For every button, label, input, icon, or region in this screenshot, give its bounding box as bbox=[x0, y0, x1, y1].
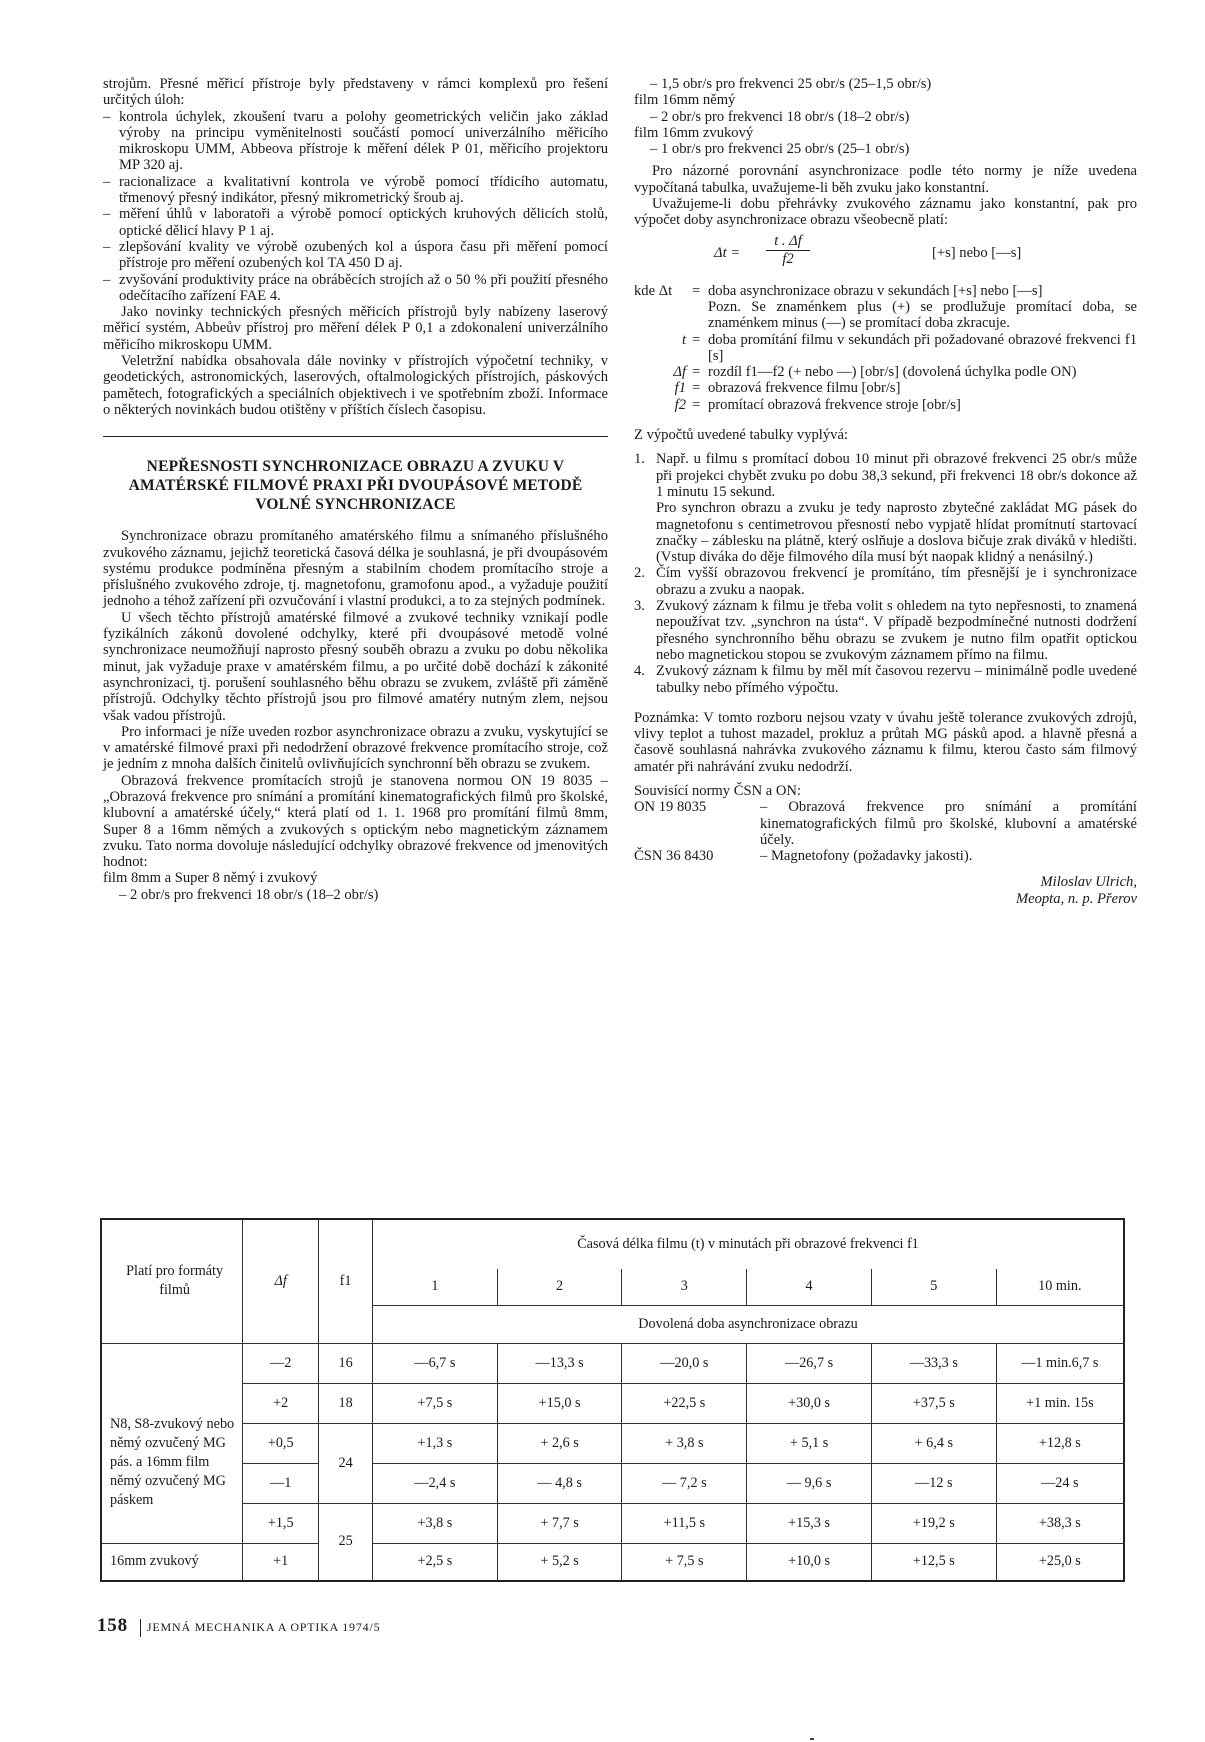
table-cell: +11,5 s bbox=[622, 1503, 747, 1543]
table-cell: +1 min. 15s bbox=[996, 1383, 1124, 1423]
table-row bbox=[101, 1463, 1124, 1503]
author-name: Miloslav Ulrich, bbox=[1040, 874, 1137, 891]
list-item: – kontrola úchylek, zkoušení tvaru a polohy geometrických veličin jako základ výroby na principu vyměnitelnosti součástí pomocí univerzálního měřicího mikroskopu UMM, Abbeova přístroje k měření délek P 01, měřicího projektoru MP 320 aj. bbox=[103, 109, 608, 174]
table-cell: +37,5 s bbox=[871, 1383, 996, 1423]
paragraph: Uvažujeme-li dobu přehrávky zvukového záznamu jako konstantní, pak pro výpočet doby asynchronizace obrazu všeobecně platí: bbox=[634, 196, 1137, 229]
definition-list bbox=[634, 283, 1137, 413]
list-text: Zvukový záznam k filmu by měl mít časovou rezervu – minimálně podle uvedené tabulky nebo přímého výpočtu. bbox=[656, 663, 1137, 696]
formula-denominator: f2 bbox=[782, 250, 794, 267]
film-line: film 16mm zvukový bbox=[634, 124, 754, 141]
table-cell: + 2,6 s bbox=[497, 1423, 622, 1463]
definition-text: doba asynchronizace obrazu v sekundách [+s] nebo [—s] bbox=[708, 282, 1043, 299]
norm-text: – Obrazová frekvence pro snímání a promítání kinematografických filmů pro školské, klubovní a amatérské účely. bbox=[760, 799, 1137, 848]
article-title: NEPŘESNOSTI SYNCHRONIZACE OBRAZU A ZVUKU V AMATÉRSKÉ FILMOVÉ PRAXI PŘI DVOUPÁSOVÉ METODĚ VOLNÉ SYNCHRONIZACE bbox=[128, 458, 583, 514]
table-cell: +38,3 s bbox=[996, 1503, 1124, 1543]
film-value: – 1,5 obr/s pro frekvenci 25 obr/s (25–1,5 obr/s) bbox=[650, 76, 932, 92]
cell-f1: 16 bbox=[319, 1343, 373, 1383]
header-minute: 1 bbox=[373, 1269, 498, 1305]
table-cell: +12,8 s bbox=[996, 1423, 1124, 1463]
table-cell: —12 s bbox=[871, 1463, 996, 1503]
list-number: 1. bbox=[634, 451, 645, 468]
definition-equals: = bbox=[692, 331, 701, 348]
header-minute: 5 bbox=[871, 1269, 996, 1305]
table-cell: +7,5 s bbox=[373, 1383, 498, 1423]
header-minute: 2 bbox=[497, 1269, 622, 1305]
definition-equals: = bbox=[692, 282, 701, 299]
cell-f1: 24 bbox=[319, 1423, 373, 1503]
table-cell: — 9,6 s bbox=[747, 1463, 872, 1503]
footer-divider bbox=[140, 1619, 141, 1637]
cell-delta-f: +1,5 bbox=[243, 1503, 319, 1543]
table-cell: — 7,2 s bbox=[622, 1463, 747, 1503]
table-cell: —13,3 s bbox=[497, 1343, 622, 1383]
author-organization: Meopta, n. p. Přerov bbox=[1015, 890, 1137, 907]
definition-equals bbox=[692, 299, 708, 332]
table-cell: +22,5 s bbox=[622, 1383, 747, 1423]
list-text: Pro synchron obrazu a zvuku je tedy naprosto zbytečné zakládat MG pásek do magnetofonu s centimetrovou přesností nebo vypjatě hlídat promítnutí startovací značky – záblesku na plátně, který oslňuje a doslova bičuje zrak diváků v hledišti. (Vstup diváka do děje filmového díla musí být naopak klidný a nenásilný.) bbox=[656, 500, 1137, 566]
norm-reference bbox=[634, 799, 1137, 848]
list-item: – zlepšování kvality ve výrobě ozubených kol a úspora času při měření pomocí přístroje pro měření ozubených kol TA 450 D aj. bbox=[103, 239, 608, 272]
table-cell: +15,3 s bbox=[747, 1503, 872, 1543]
header-minute: 10 min. bbox=[996, 1269, 1124, 1305]
table-cell: +3,8 s bbox=[373, 1503, 498, 1543]
formula-lhs: Δt = bbox=[714, 244, 741, 261]
table-cell: +12,5 s bbox=[871, 1543, 996, 1581]
formula-units: [+s] nebo [—s] bbox=[932, 244, 1022, 261]
paragraph: Obrazová frekvence promítacích strojů je stanovena normou ON 19 8035 – „Obrazová frekvence pro snímání a promítání kinematografických filmů pro školské, klubovní a amatérské účely,“ která platí od 1. 1. 1968 pro promítání filmů 8mm, Super 8 a 16mm němých a zvukových s optickým nebo magnetickým záznamem zvuku. Tato norma dovoluje následující odchylky obrazové frekvence od jmenovitých hodnot: bbox=[103, 772, 608, 871]
table-cell: —20,0 s bbox=[622, 1343, 747, 1383]
table-row bbox=[101, 1343, 1124, 1383]
table-row bbox=[101, 1383, 1124, 1423]
print-speck bbox=[810, 1738, 814, 1740]
paragraph: Jako novinky technických přesných měřicích přístrojů byly nabízeny laserový měřicí systém, Abbeův přístroj pro měření délek P 0,1 a zdokonalení univerzálního měřicího mikroskopu UMM. bbox=[103, 304, 608, 353]
film-value: – 1 obr/s pro frekvenci 25 obr/s (25–1 obr/s) bbox=[650, 141, 910, 158]
table-row bbox=[101, 1543, 1124, 1581]
asynchronization-table bbox=[100, 1218, 1125, 1580]
paragraph: Synchronizace obrazu promítaného amatérského filmu a snímaného příslušného zvukového záznamu, jejichž teoretická časová délka je souhlasná, je při dvoupásovém systému produkce podmíněna přesným a stabilním chodem promítacího stroje a příslušného zvukového zdroje, tj. magnetofonu, gramofonu apod., a vyžaduje použití jednoho a téhož zařízení při ozvučování i vlastní produkci, a to za stejných podmínek. bbox=[103, 528, 608, 610]
table-cell: + 3,8 s bbox=[622, 1423, 747, 1463]
paragraph: U všech těchto přístrojů amatérské filmové a zvukové techniky vznikají podle fyzikálních zákonů dovolené odchylky, které při dvoupásové metodě volné synchronizace neumožňují naprosto přesný souběh obrazu a zvuku po dobu několika minut, jak vyžaduje praxe v amatérském filmu, a po určité době dochází k zákonité asynchronizaci, tj. porušení souhlasného běhu obrazu se zvukem, zvláště při záměně přístrojů. Odchylky těchto přístrojů jsou pro filmové amatéry nutným zlem, nejsou však vadou přístrojů. bbox=[103, 609, 608, 724]
header-group: Časová délka filmu (t) v minutách při obrazové frekvenci f1 bbox=[373, 1219, 1124, 1269]
definition-symbol: f2 bbox=[674, 396, 686, 413]
header-minute: 3 bbox=[622, 1269, 747, 1305]
results-heading: Z výpočtů uvedené tabulky vyplývá: bbox=[634, 427, 848, 444]
page-footer bbox=[97, 1615, 380, 1637]
note-paragraph: Poznámka: V tomto rozboru nejsou vzaty v úvahu ještě tolerance zvukových zdrojů, vlivy teplot a tuhost mazadel, prokluz a průtah MG pásků apod. a hlavně přesná a časově souhlasná nahrávka zvukového záznamu k filmu, kterou často sám filmový amatér při nahrávání zvuku nedodrží. bbox=[634, 709, 1137, 775]
definition-symbol: f1 bbox=[674, 380, 686, 397]
table-cell: + 5,2 s bbox=[497, 1543, 622, 1581]
definition-text: doba promítání filmu v sekundách při požadované obrazové frekvenci f1 [s] bbox=[708, 331, 1137, 364]
table-cell: + 5,1 s bbox=[747, 1423, 872, 1463]
definition-note: Pozn. Se znaménkem plus (+) se prodlužuje promítací doba, se znaménkem minus (—) se promítací doba zkracuje. bbox=[708, 298, 1137, 332]
list-item: – měření úhlů v laboratoři a výrobě pomocí optických kruhových dělicích stolů, optické dělicí hlavy P 1 aj. bbox=[103, 206, 608, 239]
header-delta-f: Δf bbox=[243, 1219, 319, 1343]
definition-equals: = bbox=[692, 380, 701, 397]
table-cell: +15,0 s bbox=[497, 1383, 622, 1423]
cell-delta-f: —2 bbox=[243, 1343, 319, 1383]
header-subtitle: Dovolená doba asynchronizace obrazu bbox=[373, 1305, 1124, 1343]
definition-equals: = bbox=[692, 364, 701, 381]
paragraph: Pro informaci je níže uveden rozbor asynchronizace obrazu a zvuku, vyskytující se v amatérské filmové praxi při nedodržení obrazové frekvence promítacího stroje, což je jedním z mnoha dalších činitelů ovlivňujících synchronní běh obrazu se zvukem. bbox=[103, 723, 608, 773]
table-cell: +1,3 s bbox=[373, 1423, 498, 1463]
paragraph: Pro názorné porovnání asynchronizace podle této normy je níže uvedena vypočítaná tabulka, uvažujeme-li běh zvuku jako konstantní. bbox=[634, 163, 1137, 196]
journal-name: JEMNÁ MECHANIKA A OPTIKA 1974/5 bbox=[146, 1620, 381, 1634]
table-cell: —6,7 s bbox=[373, 1343, 498, 1383]
film-value: – 2 obr/s pro frekvenci 18 obr/s (18–2 obr/s) bbox=[650, 108, 910, 125]
page-number: 158 bbox=[97, 1615, 128, 1636]
table-row bbox=[101, 1503, 1124, 1543]
right-column bbox=[634, 76, 1137, 907]
cell-delta-f: +0,5 bbox=[243, 1423, 319, 1463]
formula bbox=[634, 233, 1137, 279]
section-divider bbox=[103, 436, 608, 437]
format-cell: 16mm zvukový bbox=[101, 1543, 243, 1581]
table-cell: +30,0 s bbox=[747, 1383, 872, 1423]
definition-text: obrazová frekvence filmu [obr/s] bbox=[708, 380, 901, 397]
list-item bbox=[634, 500, 1137, 565]
formula-fraction bbox=[766, 233, 810, 268]
cell-delta-f: +1 bbox=[243, 1543, 319, 1581]
definition-symbol: kde Δt bbox=[634, 282, 673, 299]
list-text: Např. u filmu s promítací dobou 10 minut při obrazové frekvenci 25 obr/s může při projekci chybět zvuku po dobu 38,3 sekund, při frekvenci 18 obr/s dokonce až 1 minutu 15 sekund. bbox=[656, 451, 1137, 500]
norm-code: ON 19 8035 bbox=[634, 799, 707, 816]
list-text: Zvukový záznam k filmu je třeba volit s ohledem na tyto nepřesnosti, to znamená nepoužívat tzv. „synchron na ústa“. V případě bezpodmínečné nutnosti dodržení přesného synchronního běhu obrazu se zvukem je nutno film opatřit optickou nebo magnetickou stopou se zvukovým záznamem přímo na filmu. bbox=[656, 598, 1137, 663]
norm-code: ČSN 36 8430 bbox=[634, 848, 714, 865]
list-text: Čím vyšší obrazovou frekvencí je promítáno, tím přesnější je i synchronizace obrazu a zvuku a naopak. bbox=[656, 565, 1137, 598]
table-cell: +10,0 s bbox=[747, 1543, 872, 1581]
definition-text: promítací obrazová frekvence stroje [obr/s] bbox=[708, 396, 961, 413]
table-cell: —26,7 s bbox=[747, 1343, 872, 1383]
formula-numerator: t . Δf bbox=[766, 233, 810, 251]
list-item: – racionalizace a kvalitativní kontrola ve výrobě pomocí třídicího automatu, třmenový přesný indikátor, přesný mikrometrický šroub aj. bbox=[103, 174, 608, 207]
film-line: film 16mm němý bbox=[634, 92, 736, 109]
numbered-list bbox=[634, 451, 1137, 695]
definition-symbol bbox=[634, 299, 692, 332]
cell-f1: 18 bbox=[319, 1383, 373, 1423]
cell-delta-f: +2 bbox=[243, 1383, 319, 1423]
table-cell: —24 s bbox=[996, 1463, 1124, 1503]
norm-reference bbox=[634, 848, 1137, 864]
table-row bbox=[101, 1423, 1124, 1463]
left-column bbox=[103, 76, 608, 903]
film-line: film 8mm a Super 8 němý i zvukový bbox=[103, 870, 318, 887]
table-cell: —33,3 s bbox=[871, 1343, 996, 1383]
norm-text: – Magnetofony (požadavky jakosti). bbox=[760, 848, 973, 865]
cell-f1: 25 bbox=[319, 1503, 373, 1581]
definition-equals: = bbox=[692, 396, 701, 413]
definition-symbol: t bbox=[681, 331, 686, 348]
table-cell: + 7,7 s bbox=[497, 1503, 622, 1543]
header-format: Platí pro formáty filmů bbox=[101, 1219, 243, 1343]
bullet-list bbox=[103, 109, 608, 305]
table-cell: +2,5 s bbox=[373, 1543, 498, 1581]
list-item bbox=[634, 451, 1137, 500]
norms-heading: Souvisící normy ČSN a ON: bbox=[634, 782, 802, 799]
cell-delta-f: —1 bbox=[243, 1463, 319, 1503]
list-number bbox=[634, 500, 656, 565]
list-item bbox=[634, 565, 1137, 598]
list-item bbox=[634, 598, 1137, 663]
table-cell: — 4,8 s bbox=[497, 1463, 622, 1503]
intro-paragraph: strojům. Přesné měřicí přístroje byly představeny v rámci komplexů pro řešení určitých úloh: bbox=[103, 76, 608, 109]
table-cell: + 7,5 s bbox=[622, 1543, 747, 1581]
list-item: – zvyšování produktivity práce na obráběcích strojích až o 50 % při použití přesného odečítacího zařízení FAE 4. bbox=[103, 272, 608, 305]
table-cell: —1 min.6,7 s bbox=[996, 1343, 1124, 1383]
list-item bbox=[634, 663, 1137, 696]
film-value: – 2 obr/s pro frekvenci 18 obr/s (18–2 obr/s) bbox=[119, 886, 379, 903]
table-cell: +25,0 s bbox=[996, 1543, 1124, 1581]
list-number: 4. bbox=[634, 663, 645, 680]
table-cell: + 6,4 s bbox=[871, 1423, 996, 1463]
table-cell: +19,2 s bbox=[871, 1503, 996, 1543]
definition-text: rozdíl f1—f2 (+ nebo —) [obr/s] (dovolená úchylka podle ON) bbox=[708, 364, 1077, 381]
paragraph: Veletržní nabídka obsahovala dále novinky v přístrojích výpočetní techniky, v geodetických, astronomických, laserových, oftalmologických přístrojích, páskových pamětech, fotografických a speciálních objektivech i ve spotřebním zboží. Informace o některých novinkách budou otištěny v příštích číslech časopisu. bbox=[103, 353, 608, 418]
format-cell-empty bbox=[101, 1343, 243, 1383]
list-number: 2. bbox=[634, 565, 645, 582]
definition-symbol: Δf bbox=[673, 364, 686, 381]
header-minute: 4 bbox=[747, 1269, 872, 1305]
list-number: 3. bbox=[634, 598, 645, 615]
format-cell: N8, S8-zvukový nebo němý ozvučený MG pás. a 16mm film němý ozvučený MG páskem bbox=[101, 1383, 243, 1543]
header-f1: f1 bbox=[319, 1219, 373, 1343]
table-cell: —2,4 s bbox=[373, 1463, 498, 1503]
